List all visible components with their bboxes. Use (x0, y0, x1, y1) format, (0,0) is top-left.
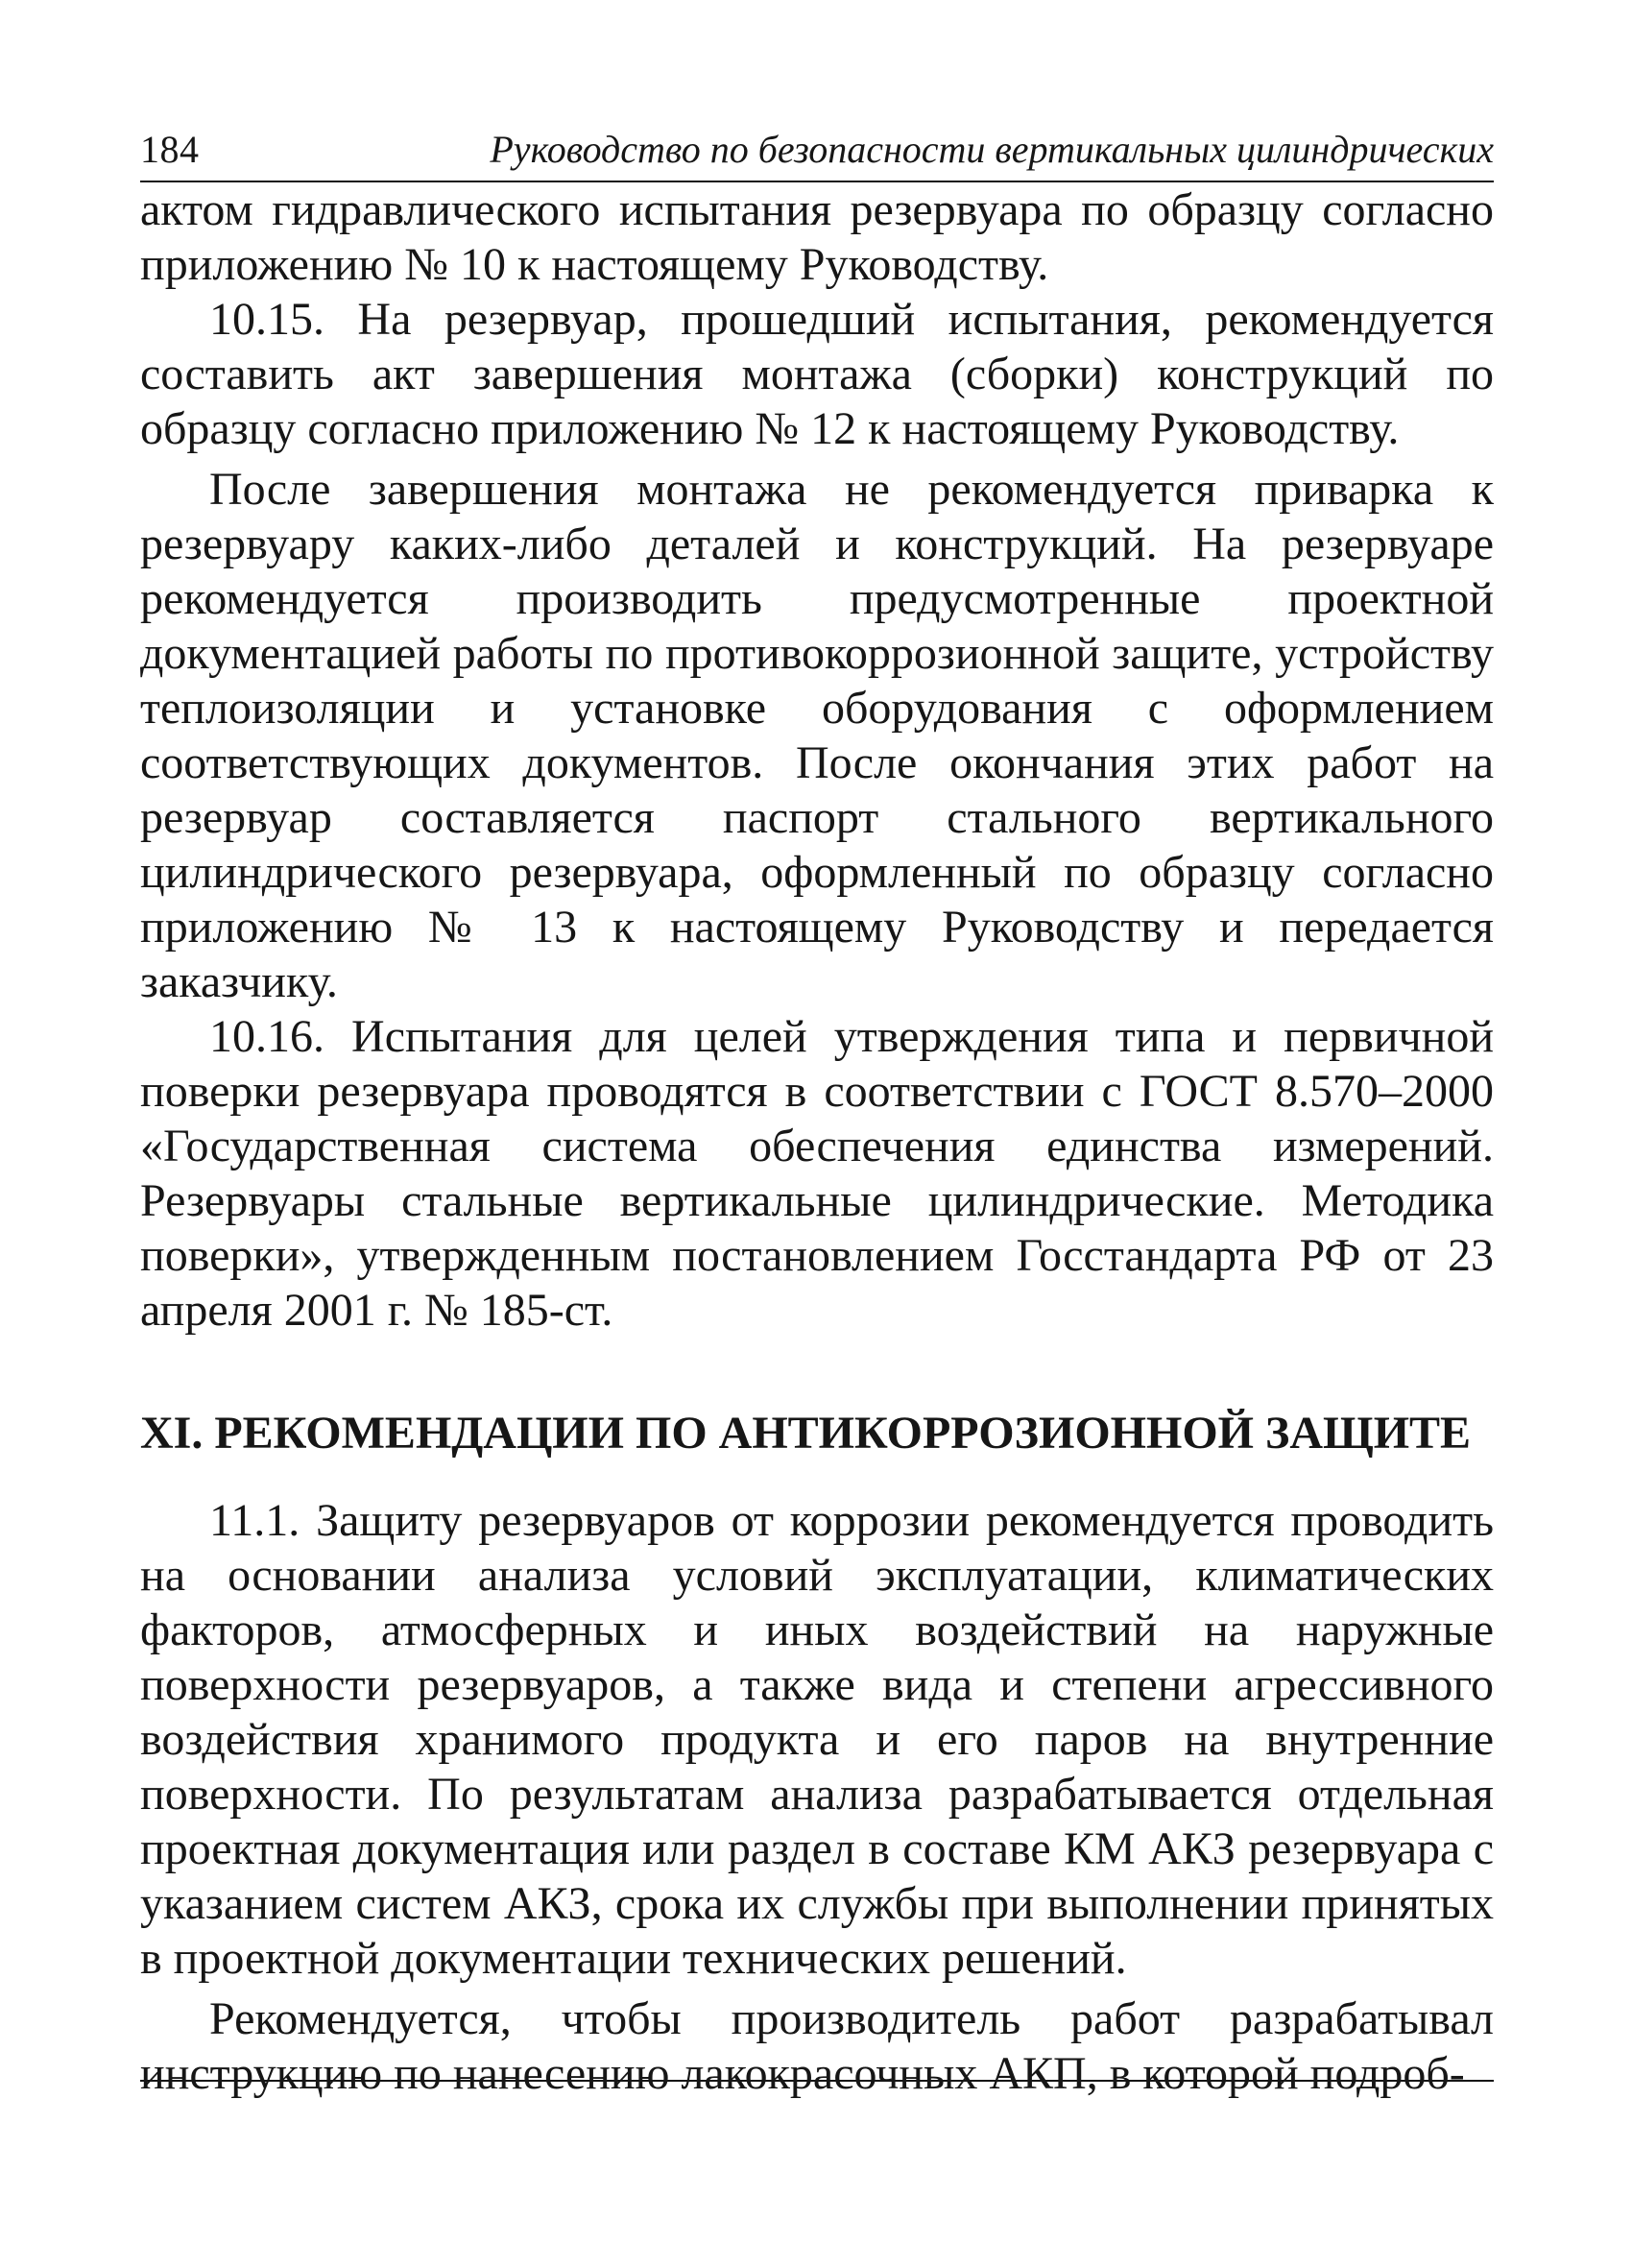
section-heading: XI. РЕКОМЕНДАЦИИ ПО АНТИКОРРОЗИОННОЙ ЗАЩИТЕ (140, 1408, 1472, 1459)
paragraph-continuation: актом гидравлического испытания резервуара по образцу согласно приложению № 10 к настоящему Руководству. (140, 184, 1494, 290)
paragraph-10-16: 10.16. Испытания для целей утверждения типа и первичной поверки резервуара проводятся в соответствии с ГОСТ 8.570–2000 «Государственная система обеспечения единства измерений. Резервуары стальные вертикальные цилиндрические. Методика поверки», утвержденным постановлением Госстандарта РФ от 23 апреля 2001 г. № 185-ст. (140, 1011, 1494, 1336)
paragraph-after-assembly: После завершения монтажа не рекомендуется приварка к резервуару каких-либо деталей и конструкций. На резервуаре рекомендуется производить предусмотренные проектной документацией работы по противокоррозионной защите, устройству теплоизоляции и установке оборудования с оформлением соответствующих документов. После окончания этих работ на резервуар составляется паспорт стального вертикального цилиндрического резервуара, оформленный по образцу согласно приложению № 13 к настоящему Руководству и передается заказчику. (140, 464, 1494, 1007)
running-header (140, 123, 1494, 182)
body-text (140, 182, 1494, 2101)
page-number: 184 (140, 128, 200, 171)
paragraph-11-1: 11.1. Защиту резервуаров от коррозии рекомендуется проводить на основании анализа условий эксплуатации, климатических факторов, атмосферных и иных воздействий на наружные поверхности резервуаров, а также вида и степени агрессивного воздействия хранимого продукта и его паров на внутренние поверхности. По результатам анализа разрабатывается отдельная проектная документация или раздел в составе КМ АКЗ резервуара с указанием систем АКЗ, срока их службы при выполнении принятых в проектной документации технических решений. (140, 1495, 1494, 1984)
footer-rule (140, 2080, 1494, 2082)
paragraph-10-15: 10.15. На резервуар, прошедший испытания, рекомендуется составить акт завершения монтажа (сборки) конструкций по образцу согласно приложению № 12 к настоящему Руководству. (140, 294, 1494, 454)
paragraph-recommendation: Рекомендуется, чтобы производитель работ разрабатывал инструкцию по нанесению лакокрасочных АКП, в которой подроб- (140, 1993, 1494, 2099)
document-page (140, 123, 1494, 2101)
running-title: Руководство по безопасности вертикальных цилиндрических (490, 128, 1494, 171)
